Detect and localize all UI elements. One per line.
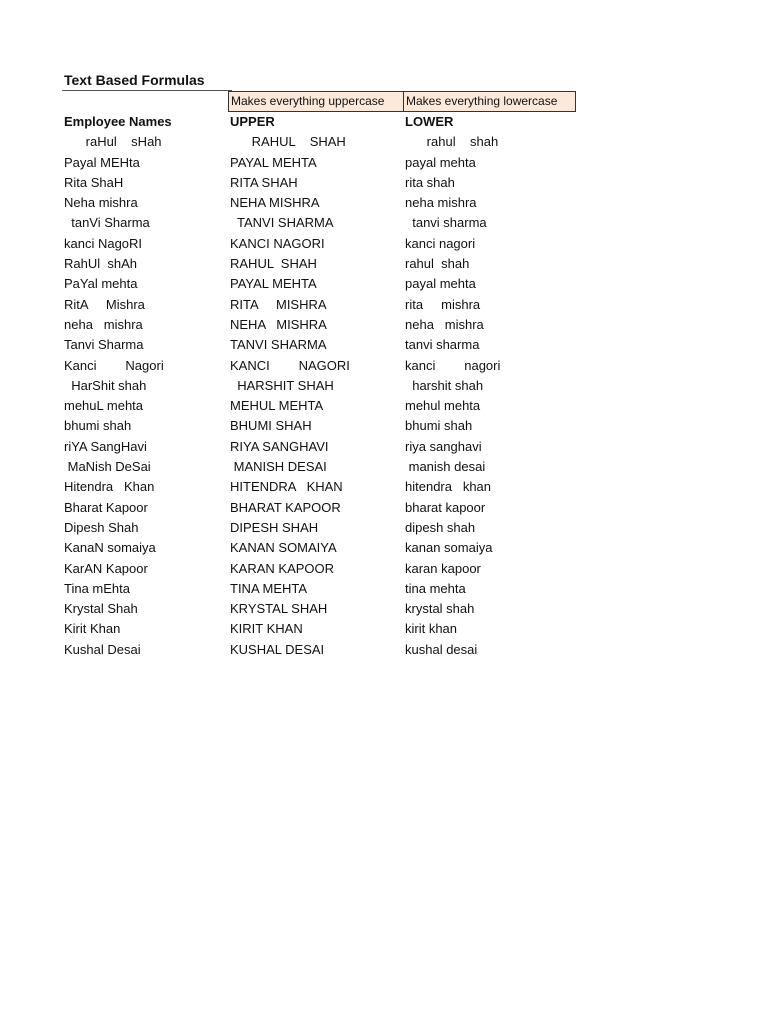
table-row bbox=[62, 193, 582, 213]
lower-cell: bhumi shah bbox=[405, 418, 473, 434]
upper-cell: HITENDRA KHAN bbox=[230, 479, 343, 495]
name-cell: RahUl shAh bbox=[64, 256, 137, 272]
upper-cell: RITA SHAH bbox=[230, 174, 298, 190]
upper-cell: BHUMI SHAH bbox=[230, 418, 312, 434]
upper-cell: MANISH DESAI bbox=[230, 459, 327, 475]
lower-cell: kanci nagori bbox=[405, 357, 501, 373]
upper-cell: TANVI SHARMA bbox=[230, 337, 327, 353]
upper-cell: DIPESH SHAH bbox=[230, 519, 319, 535]
upper-cell: KANAN SOMAIYA bbox=[230, 540, 337, 556]
lower-cell: manish desai bbox=[405, 459, 486, 475]
header-upper: UPPER bbox=[230, 114, 275, 129]
description-empty-cell bbox=[62, 91, 228, 112]
name-cell: Krystal Shah bbox=[64, 601, 138, 617]
lower-cell: tina mehta bbox=[405, 580, 466, 596]
lower-cell: bharat kapoor bbox=[405, 499, 486, 515]
lower-cell: neha mishra bbox=[405, 316, 484, 332]
table-row bbox=[62, 173, 582, 193]
upper-cell: NEHA MISHRA bbox=[230, 316, 327, 332]
name-cell: Payal MEHta bbox=[64, 154, 140, 170]
header-employee-names: Employee Names bbox=[64, 114, 172, 129]
table-row bbox=[62, 234, 582, 254]
lower-description-cell: Makes everything lowercase bbox=[403, 91, 576, 112]
table-row bbox=[62, 396, 582, 416]
name-cell: Bharat Kapoor bbox=[64, 499, 148, 515]
upper-cell: KANCI NAGORI bbox=[230, 235, 325, 251]
upper-cell: RIYA SANGHAVI bbox=[230, 438, 329, 454]
lower-cell: riya sanghavi bbox=[405, 438, 482, 454]
upper-cell: TINA MEHTA bbox=[230, 580, 308, 596]
name-cell: tanVi Sharma bbox=[64, 215, 150, 231]
name-cell: Kanci Nagori bbox=[64, 357, 164, 373]
table-row bbox=[62, 315, 582, 335]
table-row bbox=[62, 619, 582, 639]
name-cell: Kirit Khan bbox=[64, 621, 121, 637]
upper-cell: RITA MISHRA bbox=[230, 296, 327, 312]
spreadsheet bbox=[62, 70, 582, 660]
name-cell: Kushal Desai bbox=[64, 641, 141, 657]
table-row bbox=[62, 254, 582, 274]
table-row bbox=[62, 274, 582, 294]
lower-cell: dipesh shah bbox=[405, 519, 476, 535]
upper-cell: RAHUL SHAH bbox=[230, 256, 317, 272]
upper-cell: KANCI NAGORI bbox=[230, 357, 350, 373]
upper-cell: PAYAL MEHTA bbox=[230, 276, 317, 292]
table-row bbox=[62, 132, 582, 152]
table-row bbox=[62, 376, 582, 396]
table-row bbox=[62, 498, 582, 518]
upper-cell: KIRIT KHAN bbox=[230, 621, 303, 637]
upper-cell: KUSHAL DESAI bbox=[230, 641, 325, 657]
lower-cell: karan kapoor bbox=[405, 560, 481, 576]
table-row bbox=[62, 640, 582, 660]
data-rows bbox=[62, 132, 582, 660]
name-cell: KanaN somaiya bbox=[64, 540, 156, 556]
upper-cell: MEHUL MEHTA bbox=[230, 398, 324, 414]
name-cell: Hitendra Khan bbox=[64, 479, 155, 495]
upper-cell: BHARAT KAPOOR bbox=[230, 499, 341, 515]
name-cell: neha mishra bbox=[64, 316, 143, 332]
name-cell: kanci NagoRI bbox=[64, 235, 143, 251]
lower-cell: tanvi sharma bbox=[405, 337, 480, 353]
table-row bbox=[62, 335, 582, 355]
table-row bbox=[62, 416, 582, 436]
lower-cell: kushal desai bbox=[405, 641, 478, 657]
name-cell: Dipesh Shah bbox=[64, 519, 139, 535]
lower-cell: kirit khan bbox=[405, 621, 458, 637]
name-cell: Neha mishra bbox=[64, 195, 138, 211]
header-lower: LOWER bbox=[405, 114, 454, 129]
lower-cell: mehul mehta bbox=[405, 398, 481, 414]
upper-cell: KRYSTAL SHAH bbox=[230, 601, 328, 617]
name-cell: PaYal mehta bbox=[64, 276, 138, 292]
name-cell: RitA Mishra bbox=[64, 296, 145, 312]
lower-cell: rahul shah bbox=[405, 256, 470, 272]
table-row bbox=[62, 153, 582, 173]
lower-cell: kanan somaiya bbox=[405, 540, 493, 556]
upper-cell: TANVI SHARMA bbox=[230, 215, 334, 231]
lower-cell: neha mishra bbox=[405, 195, 477, 211]
lower-cell: payal mehta bbox=[405, 154, 476, 170]
table-row bbox=[62, 295, 582, 315]
table-row bbox=[62, 437, 582, 457]
table-row bbox=[62, 477, 582, 497]
lower-cell: rita mishra bbox=[405, 296, 481, 312]
name-cell: KarAN Kapoor bbox=[64, 560, 148, 576]
upper-cell: RAHUL SHAH bbox=[230, 134, 346, 150]
header-row bbox=[62, 112, 582, 132]
upper-cell: PAYAL MEHTA bbox=[230, 154, 317, 170]
name-cell: mehuL mehta bbox=[64, 398, 144, 414]
upper-description-cell: Makes everything uppercase bbox=[228, 91, 403, 112]
name-cell: Rita ShaH bbox=[64, 174, 124, 190]
lower-cell: rahul shah bbox=[405, 134, 499, 150]
name-cell: bhumi shah bbox=[64, 418, 132, 434]
name-cell: MaNish DeSai bbox=[64, 459, 151, 475]
table-row bbox=[62, 518, 582, 538]
table-row bbox=[62, 538, 582, 558]
upper-cell: HARSHIT SHAH bbox=[230, 377, 334, 393]
name-cell: riYA SangHavi bbox=[64, 438, 147, 454]
sheet-title: Text Based Formulas bbox=[62, 70, 232, 91]
lower-cell: hitendra khan bbox=[405, 479, 492, 495]
table-row bbox=[62, 457, 582, 477]
name-cell: Tanvi Sharma bbox=[64, 337, 144, 353]
upper-cell: NEHA MISHRA bbox=[230, 195, 320, 211]
lower-cell: kanci nagori bbox=[405, 235, 476, 251]
upper-cell: KARAN KAPOOR bbox=[230, 560, 335, 576]
name-cell: Tina mEhta bbox=[64, 580, 130, 596]
table-row bbox=[62, 599, 582, 619]
lower-cell: payal mehta bbox=[405, 276, 476, 292]
lower-cell: harshit shah bbox=[405, 377, 484, 393]
lower-cell: rita shah bbox=[405, 174, 455, 190]
table-row bbox=[62, 559, 582, 579]
table-row bbox=[62, 356, 582, 376]
name-cell: HarShit shah bbox=[64, 377, 147, 393]
lower-cell: krystal shah bbox=[405, 601, 475, 617]
description-row bbox=[62, 91, 582, 112]
table-row bbox=[62, 213, 582, 233]
table-row bbox=[62, 579, 582, 599]
lower-cell: tanvi sharma bbox=[405, 215, 487, 231]
name-cell: raHul sHah bbox=[64, 134, 162, 150]
